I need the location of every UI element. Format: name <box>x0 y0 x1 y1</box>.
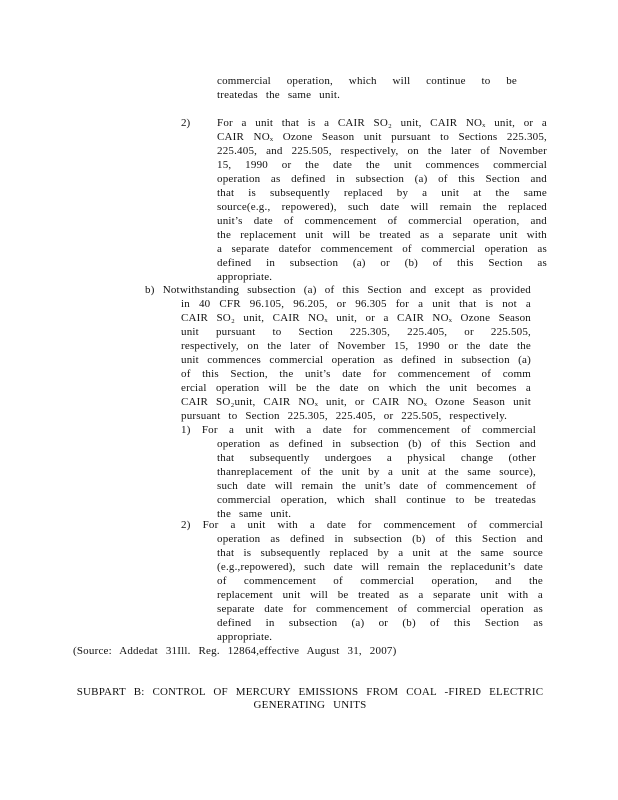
subpart-heading-line-1: SUBPART B: CONTROL OF MERCURY EMISSIONS FROM COAL -FIRED ELECTRIC <box>76 686 544 698</box>
subsection-b-text: b) Notwithstanding subsection (a) of this Section and except as provided in 40 CFR 96.105, 96.205, or 96.305 for a unit that is not a CAIR SO₂ unit, CAIR NOₓ unit, or a CAIR NOₓ Ozone Season unit pursuant to Section 225.305, 225.405, or 225.505, respectively, on the later of November 15, 1990 or the date the unit commences commercial operation as defined in subsection (a) of this Section, the unit’s date for commencement of comm ercial operation will be the date on which the unit becomes a CAIR SO₂unit, CAIR NOₓ unit, or CAIR NOₓ Ozone Season unit pursuant to Section 225.305, 225.405, or 225.505, respectively. <box>145 284 531 422</box>
item-2-label: 2) <box>181 117 191 129</box>
subpart-heading <box>60 686 560 712</box>
continuation-paragraph: commercial operation, which will continue to be treatedas the same unit. <box>217 75 517 101</box>
subsection-b-item-1-paragraph: 1) For a unit with a date for commencement of commercial operation as defined in subsection (b) of this Section and that subsequently undergoes a physical change (other thanreplacement of the unit by a unit at the same source), such date will remain the unit’s date of commencement of commercial operation, which shall continue to be treatedas the same unit. <box>181 424 536 520</box>
source-note: (Source: Addedat 31Ill. Reg. 12864,effective August 31, 2007) <box>73 645 397 657</box>
item-2-paragraph: For a unit that is a CAIR SO₂ unit, CAIR NOₓ unit, or a CAIR NOₓ Ozone Season unit pursuant to Sections 225.305, 225.405, and 225.505, respectively, on the later of November 15, 1990 or the date the unit commences commercial operation as defined in subsection (a) of this Section and that is subsequently replaced by a unit at the same source(e.g., repowered), such date will remain the replaced unit’s date of commencement of commercial operation, and the replacement unit will be treated as a separate unit with a separate datefor commencement of commercial operation as defined in subsection (a) or (b) of this Section as appropriate. <box>217 117 547 283</box>
subpart-heading-line-2: GENERATING UNITS <box>253 699 367 711</box>
subsection-b-paragraph <box>145 283 531 423</box>
subsection-b-item-2-paragraph: 2) For a unit with a date for commencement of commercial operation as defined in subsection (b) of this Section and that is subsequently replaced by a unit at the same source (e.g.,repowered), such date will remain the replacedunit’s date of commencement of commercial operation, and the replacement unit will be treated as a separate unit with a separate date for commencement of commercial operation as defined in subsection (a) or (b) of this Section as appropriate. <box>181 519 543 643</box>
